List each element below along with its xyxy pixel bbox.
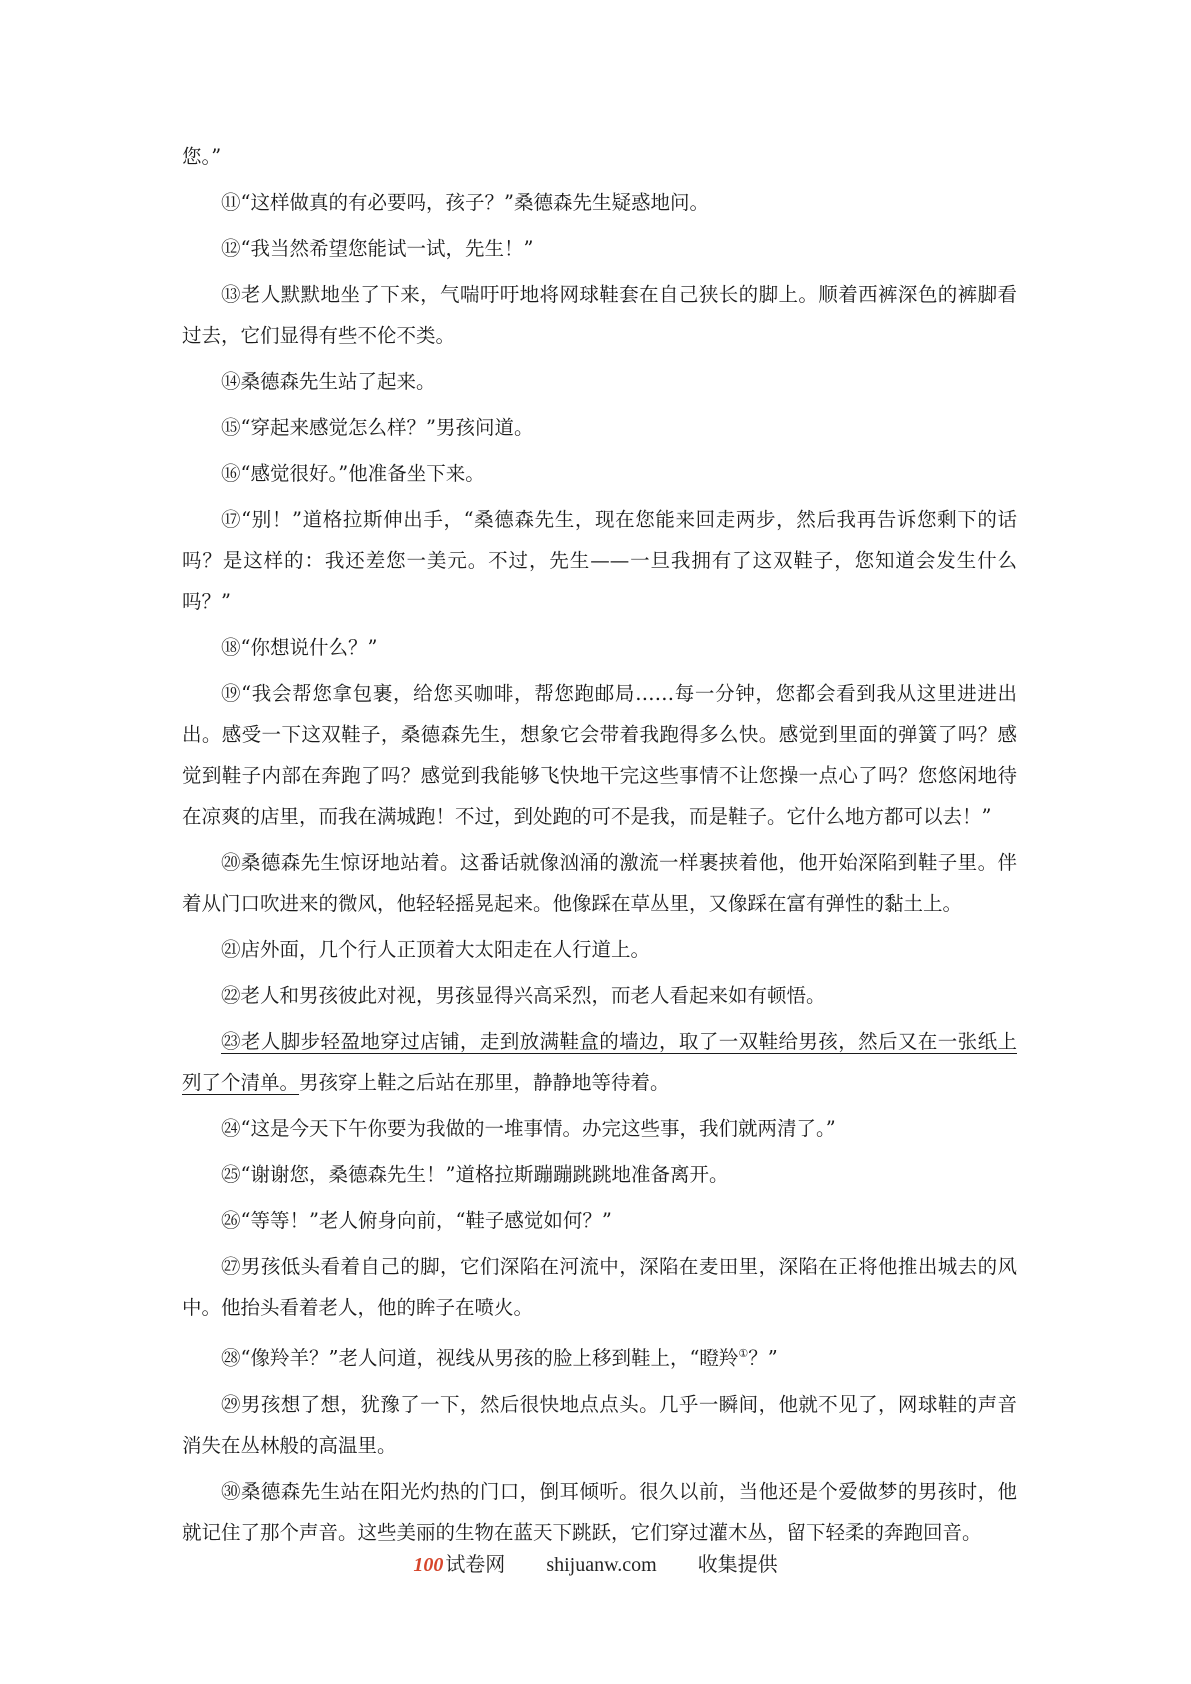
paragraph-19: ⑲“我会帮您拿包裹，给您买咖啡，帮您跑邮局……每一分钟，您都会看到我从这里进进出出。感受一下这双鞋子，桑德森先生，想象它会带着我跑得多么快。感觉到里面的弹簧了吗？感觉到鞋子内部在奔跑了吗？感觉到我能够飞快地干完这些事情不让您操一点心了吗？您悠闲地待在凉爽的店里，而我在满城跑！不过，到处跑的可不是我，而是鞋子。它什么地方都可以去！” <box>182 682 1017 828</box>
paragraph-13: ⑬老人默默地坐了下来，气喘吁吁地将网球鞋套在自己狭长的脚上。顺着西裤深色的裤脚看过去，它们显得有些不伦不类。 <box>182 283 1017 347</box>
paragraph-22: ㉒老人和男孩彼此对视，男孩显得兴高采烈，而老人看起来如有顿悟。 <box>221 984 826 1007</box>
paragraph-18: ⑱“你想说什么？” <box>221 636 378 659</box>
paragraph-27: ㉗男孩低头看着自己的脚，它们深陷在河流中，深陷在麦田里，深陷在正将他推出城去的风中。他抬头看着老人，他的眸子在喷火。 <box>182 1255 1017 1319</box>
underlined-sentence: ㉓老人脚步轻盈地穿过店铺，走到放满鞋盒的墙边，取了一双鞋给男孩，然后又在一张纸上列了个清单。 <box>182 1030 1017 1094</box>
paragraph-12: ⑫“我当然希望您能试一试，先生！” <box>221 237 534 260</box>
paragraph-16: ⑯“感觉很好。”他准备坐下来。 <box>221 462 485 485</box>
paragraph-26: ㉖“等等！”老人俯身向前，“鞋子感觉如何？” <box>221 1209 612 1232</box>
paragraph-15: ⑮“穿起来感觉怎么样？”男孩问道。 <box>221 416 534 439</box>
paragraph-23-rest: 男孩穿上鞋之后站在那里，静静地等待着。 <box>299 1071 670 1094</box>
paragraph-20: ⑳桑德森先生惊讶地站着。这番话就像汹涌的激流一样裹挟着他，他开始深陷到鞋子里。伴着从门口吹进来的微风，他轻轻摇晃起来。他像踩在草丛里，又像踩在富有弹性的黏土上。 <box>182 851 1017 915</box>
paragraph-14: ⑭桑德森先生站了起来。 <box>221 370 436 393</box>
paragraph-17: ⑰“别！”道格拉斯伸出手，“桑德森先生，现在您能来回走两步，然后我再告诉您剩下的话吗？是这样的：我还差您一美元。不过，先生——一旦我拥有了这双鞋子，您知道会发生什么吗？” <box>182 508 1017 613</box>
footer-credit: 收集提供 <box>697 1554 778 1576</box>
footnote-mark: ① <box>738 1347 749 1360</box>
paragraph-29: ㉙男孩想了想，犹豫了一下，然后很快地点点头。几乎一瞬间，他就不见了，网球鞋的声音消失在丛林般的高温里。 <box>182 1392 1017 1457</box>
paragraph-0: 您。” <box>182 145 222 168</box>
logo-100: 100 <box>413 1554 444 1576</box>
paragraph-25: ㉕“谢谢您，桑德森先生！”道格拉斯蹦蹦跳跳地准备离开。 <box>221 1163 729 1186</box>
paragraph-23 <box>182 1021 1017 1103</box>
paragraph-24: ㉔“这是今天下午你要为我做的一堆事情。办完这些事，我们就两清了。” <box>221 1117 836 1140</box>
footer-brand: 试卷网 <box>445 1554 506 1576</box>
document-body <box>182 136 1017 1558</box>
paragraph-28-after: ？” <box>748 1346 778 1370</box>
paragraph-28 <box>182 1333 1017 1379</box>
paragraph-11: ⑪“这样做真的有必要吗，孩子？”桑德森先生疑惑地问。 <box>221 191 709 214</box>
footer-site[interactable]: shijuanw.com <box>546 1554 657 1576</box>
paragraph-30: ㉚桑德森先生站在阳光灼热的门口，倒耳倾听。很久以前，当他还是个爱做梦的男孩时，他就记住了那个声音。这些美丽的生物在蓝天下跳跃，它们穿过灌木丛，留下轻柔的奔跑回音。 <box>182 1479 1017 1544</box>
paragraph-28-before: ㉘“像羚羊？”老人问道，视线从男孩的脸上移到鞋上，“瞪羚 <box>221 1346 739 1370</box>
paragraph-21: ㉑店外面，几个行人正顶着大太阳走在人行道上。 <box>221 938 651 961</box>
page-footer <box>0 1548 1191 1577</box>
